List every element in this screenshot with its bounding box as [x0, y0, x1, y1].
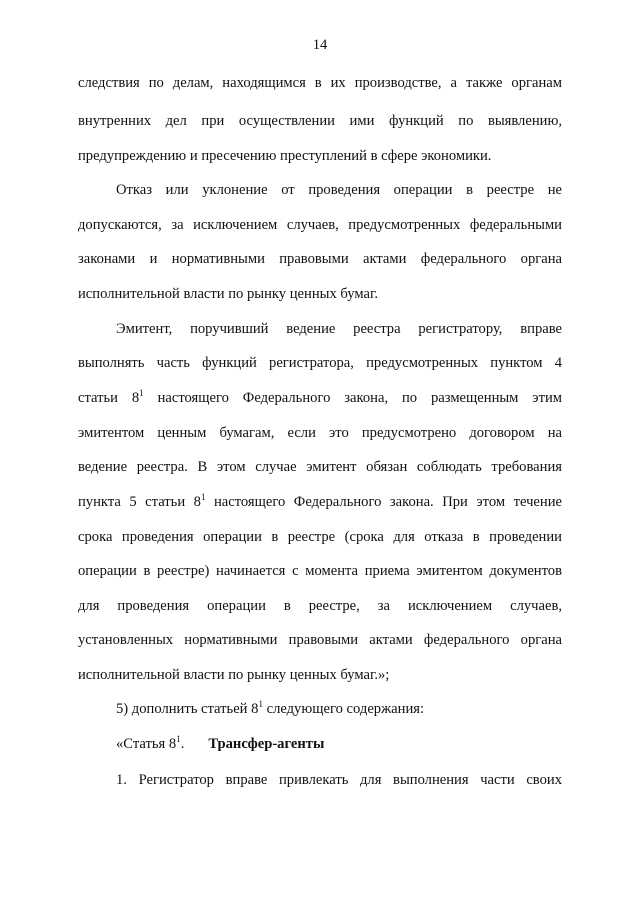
text-fragment: настоящего Федерального закона. При этом течение	[205, 494, 562, 510]
text-line: выполнять часть функций регистратора, предусмотренных пунктом 4	[78, 355, 562, 371]
article-heading	[116, 734, 562, 754]
text-fragment: следующего содержания:	[262, 701, 425, 717]
text-fragment: «Статья 8	[116, 736, 177, 752]
superscript: 1	[176, 734, 181, 744]
superscript: 1	[139, 388, 144, 398]
text-line: срока проведения операции в реестре (срока для отказа в проведении	[78, 529, 562, 545]
text-line: Эмитент, поручивший ведение реестра регистратору, вправе	[116, 321, 562, 337]
text-line: внутренних дел при осуществлении ими функций по выявлению,	[78, 113, 562, 129]
text-line: исполнительной власти по рынку ценных бумаг.	[78, 286, 378, 302]
superscript: 1	[258, 699, 263, 709]
superscript: 1	[200, 492, 206, 502]
text-line: законами и нормативными правовыми актами федерального органа	[78, 251, 562, 267]
text-line: предупреждению и пресечению преступлений в сфере экономики.	[78, 148, 492, 164]
text-line: операции в реестре) начинается с момента приема эмитентом документов	[78, 563, 562, 579]
article-title: Трансфер-агенты	[208, 736, 325, 752]
text-fragment: пункта 5 статьи 8	[78, 494, 201, 510]
text-line: допускаются, за исключением случаев, предусмотренных федеральными	[78, 217, 562, 233]
text-line: Отказ или уклонение от проведения операции в реестре не	[116, 182, 562, 198]
text-line: установленных нормативными правовыми актами федерального органа	[78, 632, 562, 648]
text-fragment: .	[180, 736, 185, 752]
text-line	[78, 388, 562, 408]
text-line: исполнительной власти по рынку ценных бумаг.»;	[78, 667, 390, 683]
text-line: следствия по делам, находящимся в их производстве, а также органам	[78, 75, 562, 91]
text-line: для проведения операции в реестре, за исключением случаев,	[78, 598, 562, 614]
page-number: 14	[312, 37, 328, 53]
text-fragment: настоящего Федерального закона, по размещенным этим	[143, 390, 562, 406]
text-line	[78, 492, 562, 512]
text-line	[116, 699, 562, 719]
text-fragment: 5) дополнить статьей 8	[116, 701, 259, 717]
text-line: 1. Регистратор вправе привлекать для выполнения части своих	[116, 772, 562, 788]
text-fragment: статьи 8	[78, 390, 140, 406]
text-line: эмитентом ценным бумагам, если это предусмотрено договором на	[78, 425, 562, 441]
text-line: ведение реестра. В этом случае эмитент обязан соблюдать требования	[78, 459, 562, 475]
